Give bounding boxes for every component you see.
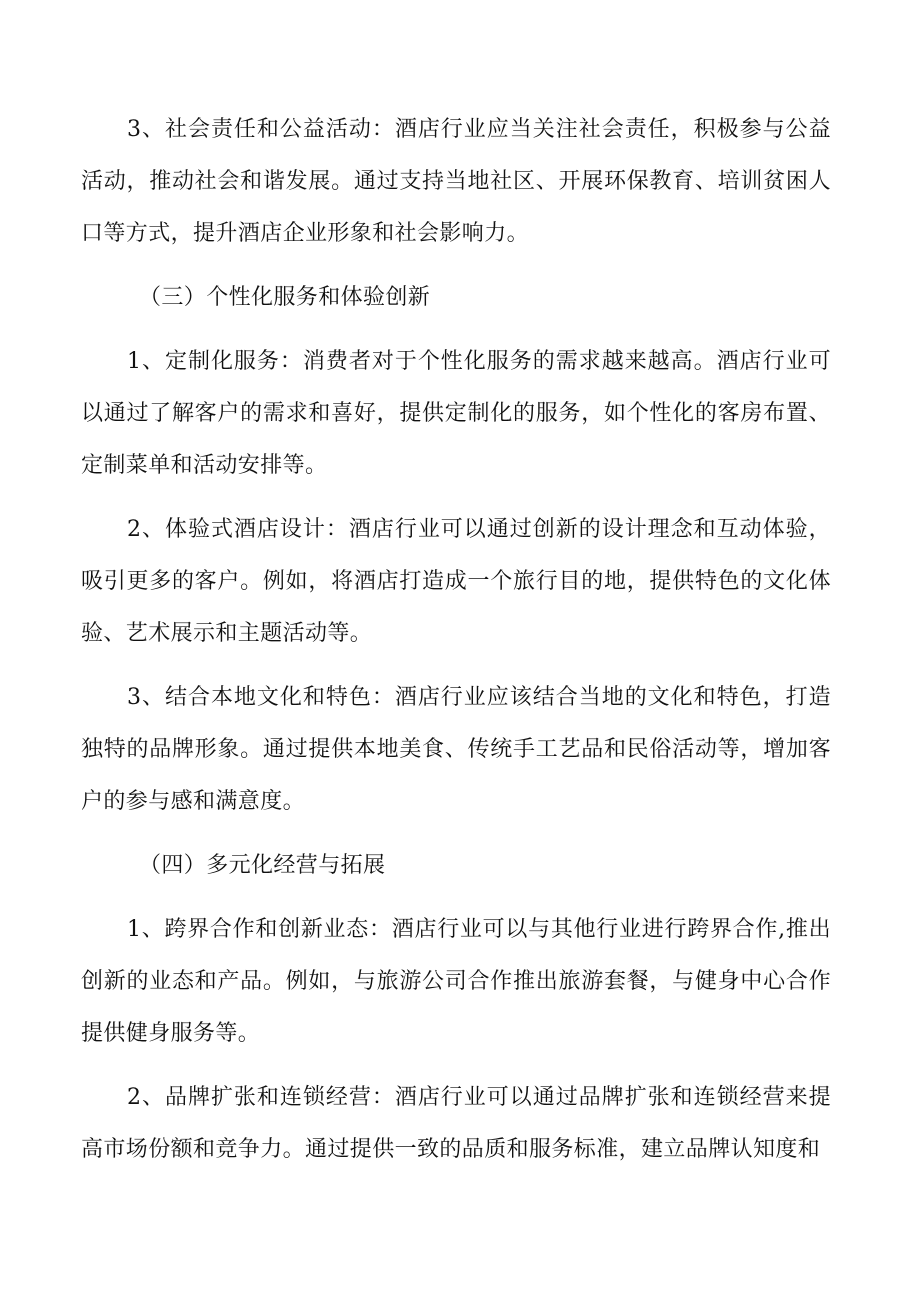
paragraph-experiential-design: 2、体验式酒店设计：酒店行业可以通过创新的设计理念和互动体验，吸引更多的客户。例如，将酒店打造成一个旅行目的地，提供特色的文化体验、艺术展示和主题活动等。 [81,517,831,646]
paragraph-customized-service: 1、定制化服务：消费者对于个性化服务的需求越来越高。酒店行业可以通过了解客户的需求和喜好，提供定制化的服务，如个性化的客房布置、定制菜单和活动安排等。 [81,349,831,478]
document-body [81,104,831,1176]
paragraph-brand-expansion: 2、品牌扩张和连锁经营：酒店行业可以通过品牌扩张和连锁经营来提高市场份额和竞争力。通过提供一致的品质和服务标准，建立品牌认知度和 [81,1085,831,1162]
section-heading-diversified-operation: （四）多元化经营与拓展 [139,853,386,878]
paragraph-local-culture: 3、结合本地文化和特色：酒店行业应该结合当地的文化和特色，打造独特的品牌形象。通过提供本地美食、传统手工艺品和民俗活动等，增加客户的参与感和满意度。 [81,685,831,814]
paragraph-social-responsibility: 3、社会责任和公益活动：酒店行业应当关注社会责任，积极参与公益活动，推动社会和谐发展。通过支持当地社区、开展环保教育、培训贫困人口等方式，提升酒店企业形象和社会影响力。 [81,117,831,246]
section-heading-personalized-service: （三）个性化服务和体验创新 [139,285,431,310]
paragraph-cross-industry-cooperation: 1、跨界合作和创新业态：酒店行业可以与其他行业进行跨界合作,推出创新的业态和产品。例如，与旅游公司合作推出旅游套餐，与健身中心合作提供健身服务等。 [81,917,831,1046]
